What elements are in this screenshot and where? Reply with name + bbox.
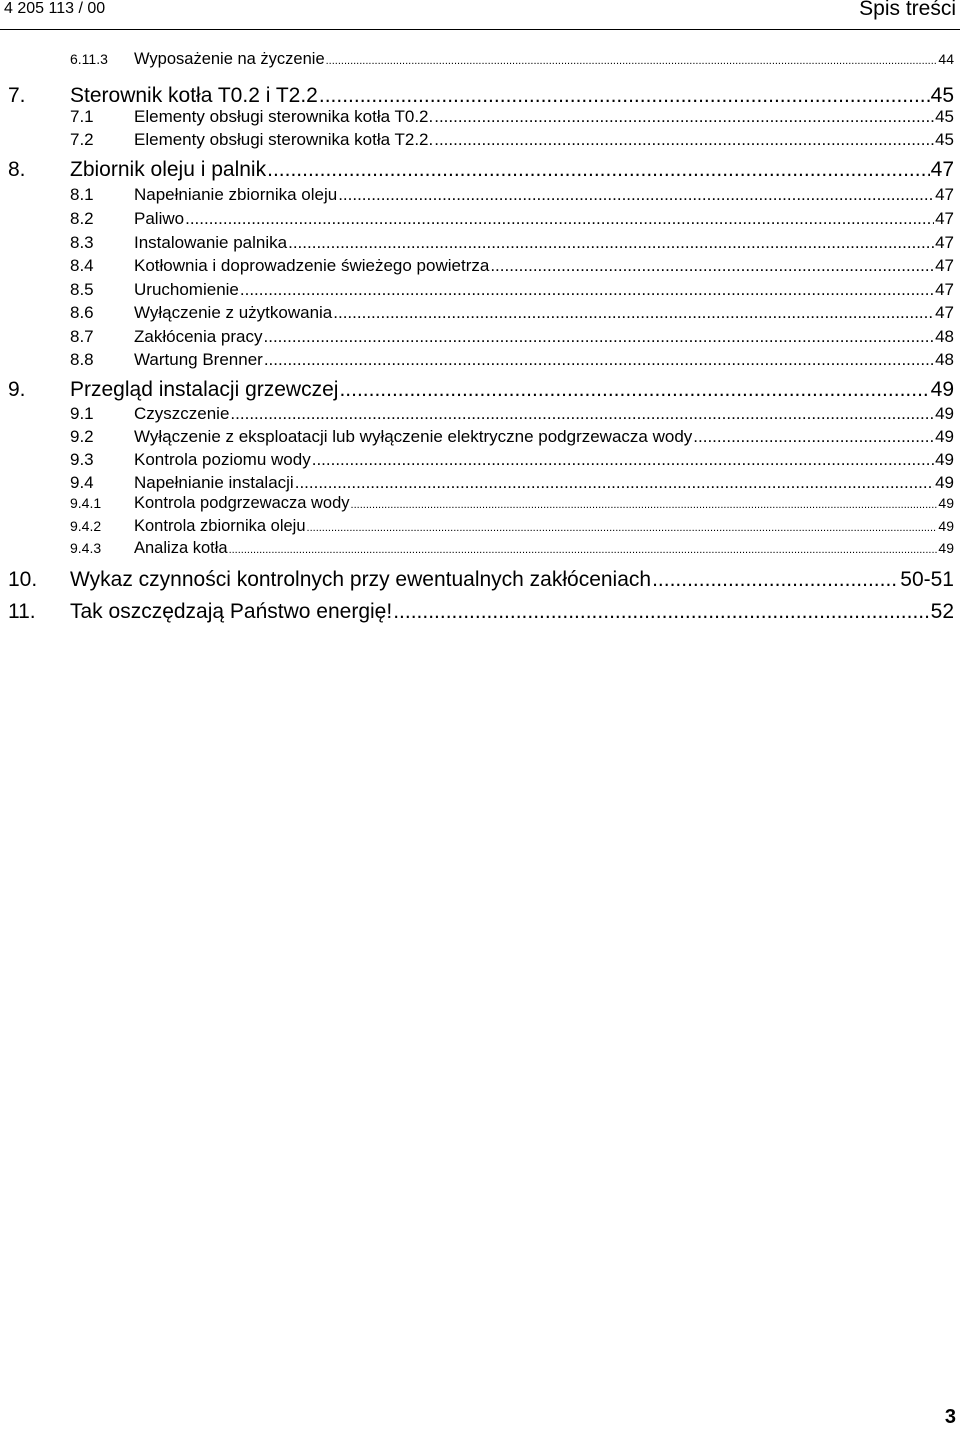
- toc-entry-page: 50-51: [900, 568, 954, 591]
- toc-entry[interactable]: [8, 378, 954, 402]
- toc-entry-number: 7.: [8, 84, 26, 107]
- toc-entry[interactable]: [8, 327, 954, 347]
- toc-entry[interactable]: [8, 404, 954, 424]
- header-rule: [0, 29, 960, 30]
- toc-entry-title: Tak oszczędzają Państwo energię!: [70, 600, 393, 623]
- toc-dot-leader: [326, 55, 938, 67]
- toc-entry-title: Elementy obsługi sterownika kotła T2.2.: [134, 130, 434, 149]
- toc-entry-number: 8.3: [70, 233, 94, 252]
- toc-entry-number: 8.6: [70, 303, 94, 322]
- toc-entry-number: 8.4: [70, 256, 94, 275]
- toc-entry[interactable]: [8, 303, 954, 323]
- toc-dot-leader: [185, 209, 934, 229]
- toc-dot-leader: [312, 450, 934, 470]
- toc-entry-number: 9.4.1: [70, 495, 102, 511]
- toc-entry-title: Zbiornik oleju i palnik: [70, 158, 267, 181]
- toc-dot-leader: [267, 158, 930, 182]
- toc-entry-page: 45: [935, 107, 954, 126]
- toc-entry-page: 47: [935, 280, 954, 299]
- toc-entry[interactable]: [8, 450, 954, 470]
- toc-entry-title: Wykaz czynności kontrolnych przy ewentualnych zakłóceniach: [70, 568, 652, 591]
- toc-entry-title: Napełnianie instalacji: [134, 473, 294, 492]
- toc-dot-leader: [333, 303, 934, 323]
- toc-entry-title: Czyszczenie: [134, 404, 230, 423]
- toc-entry[interactable]: [8, 517, 954, 536]
- toc-entry-title: Kontrola zbiornika oleju: [134, 517, 306, 535]
- toc-entry-number: 10.: [8, 568, 38, 591]
- toc-entry-page: 48: [935, 327, 954, 346]
- toc-entry-page: 44: [938, 51, 954, 67]
- toc-entry[interactable]: [8, 233, 954, 253]
- toc-entry[interactable]: [8, 494, 954, 513]
- toc-dot-leader: [288, 233, 934, 253]
- toc-entry-title: Sterownik kotła T0.2 i T2.2: [70, 84, 318, 107]
- toc-dot-leader: [351, 499, 938, 511]
- toc-entry[interactable]: [8, 473, 954, 493]
- toc-entry-number: 6.11.3: [70, 51, 108, 67]
- toc-entry-page: 47: [930, 158, 954, 181]
- toc-entry[interactable]: [8, 50, 954, 69]
- toc-dot-leader: [319, 84, 930, 108]
- toc-entry-title: Wyłączenie z użytkowania: [134, 303, 333, 322]
- toc-entry-page: 45: [935, 130, 954, 149]
- toc-dot-leader: [393, 600, 929, 624]
- toc-entry[interactable]: [8, 280, 954, 300]
- toc-entry-number: 8.5: [70, 280, 94, 299]
- toc-entry-number: 8.1: [70, 185, 94, 204]
- toc-entry-number: 9.4: [70, 473, 94, 492]
- toc-entry-number: 8.: [8, 158, 26, 181]
- toc-entry-number: 9.: [8, 378, 26, 401]
- toc-entry-number: 9.1: [70, 404, 94, 423]
- toc-dot-leader: [434, 107, 934, 127]
- toc-entry-page: 49: [938, 540, 954, 556]
- toc-entry-title: Paliwo: [134, 209, 185, 228]
- toc-entry[interactable]: [8, 350, 954, 370]
- toc-dot-leader: [295, 473, 934, 493]
- toc-entry-number: 7.2: [70, 130, 94, 149]
- toc-entry-title: Elementy obsługi sterownika kotła T0.2.: [134, 107, 434, 126]
- toc-entry[interactable]: [8, 84, 954, 108]
- toc-entry-title: Napełnianie zbiornika oleju: [134, 185, 338, 204]
- toc-dot-leader: [230, 404, 934, 424]
- toc-entry[interactable]: [8, 256, 954, 276]
- toc-entry[interactable]: [8, 209, 954, 229]
- toc-entry-title: Kontrola podgrzewacza wody: [134, 494, 350, 512]
- toc-entry-number: 9.2: [70, 427, 94, 446]
- toc-entry-number: 9.4.3: [70, 540, 102, 556]
- toc-dot-leader: [693, 427, 934, 447]
- toc-entry[interactable]: [8, 130, 954, 150]
- toc-entry-title: Wyłączenie z eksploatacji lub wyłączenie elektryczne podgrzewacza wody: [134, 427, 693, 446]
- toc-entry[interactable]: [8, 539, 954, 558]
- toc-dot-leader: [652, 568, 899, 592]
- toc-dot-leader: [229, 544, 938, 556]
- toc-entry-page: 48: [935, 350, 954, 369]
- toc-entry-number: 9.4.2: [70, 518, 102, 534]
- toc-entry-number: 9.3: [70, 450, 94, 469]
- toc-entry[interactable]: [8, 427, 954, 447]
- toc-entry-page: 47: [935, 303, 954, 322]
- toc-entry-title: Uruchomienie: [134, 280, 239, 299]
- toc-entry[interactable]: [8, 568, 954, 592]
- toc-dot-leader: [307, 522, 938, 534]
- toc-entry[interactable]: [8, 107, 954, 127]
- document-number: 4 205 113 / 00: [4, 0, 106, 17]
- toc-entry-title: Zakłócenia pracy: [134, 327, 263, 346]
- toc-dot-leader: [264, 350, 934, 370]
- toc-entry[interactable]: [8, 600, 954, 624]
- toc-entry-page: 49: [935, 427, 954, 446]
- section-title: Spis treści: [859, 0, 956, 20]
- toc-entry-page: 47: [935, 185, 954, 204]
- toc-dot-leader: [490, 256, 934, 276]
- toc-entry-page: 49: [935, 450, 954, 469]
- toc-entry-number: 7.1: [70, 107, 94, 126]
- toc-entry-title: Przegląd instalacji grzewczej: [70, 378, 339, 401]
- toc-dot-leader: [264, 327, 935, 347]
- toc-entry-number: 11.: [8, 600, 36, 623]
- toc-entry-title: Instalowanie palnika: [134, 233, 288, 252]
- toc-entry-page: 45: [930, 84, 954, 107]
- toc-entry[interactable]: [8, 185, 954, 205]
- toc-dot-leader: [339, 378, 929, 402]
- toc-entry-number: 8.7: [70, 327, 94, 346]
- page-number: 3: [944, 1406, 956, 1428]
- toc-entry-page: 47: [935, 233, 954, 252]
- toc-entry-title: Kotłownia i doprowadzenie świeżego powietrza: [134, 256, 490, 275]
- toc-dot-leader: [338, 185, 934, 205]
- toc-entry-page: 49: [938, 518, 954, 534]
- toc-entry-number: 8.2: [70, 209, 94, 228]
- toc-entry-page: 47: [935, 256, 954, 275]
- toc-entry-page: 49: [935, 473, 954, 492]
- toc-entry-page: 47: [935, 209, 954, 228]
- toc-entry-page: 52: [930, 600, 954, 623]
- toc-dot-leader: [434, 130, 934, 150]
- toc-entry-title: Kontrola poziomu wody: [134, 450, 311, 469]
- toc-entry-title: Wyposażenie na życzenie: [134, 50, 325, 68]
- toc-entry-title: Wartung Brenner: [134, 350, 263, 369]
- toc-entry[interactable]: [8, 158, 954, 182]
- toc-entry-page: 49: [935, 404, 954, 423]
- page-header: [0, 0, 960, 32]
- toc-entry-number: 8.8: [70, 350, 94, 369]
- toc-entry-page: 49: [938, 495, 954, 511]
- toc-entry-title: Analiza kotła: [134, 539, 228, 557]
- toc-dot-leader: [240, 280, 934, 300]
- toc-entry-page: 49: [930, 378, 954, 401]
